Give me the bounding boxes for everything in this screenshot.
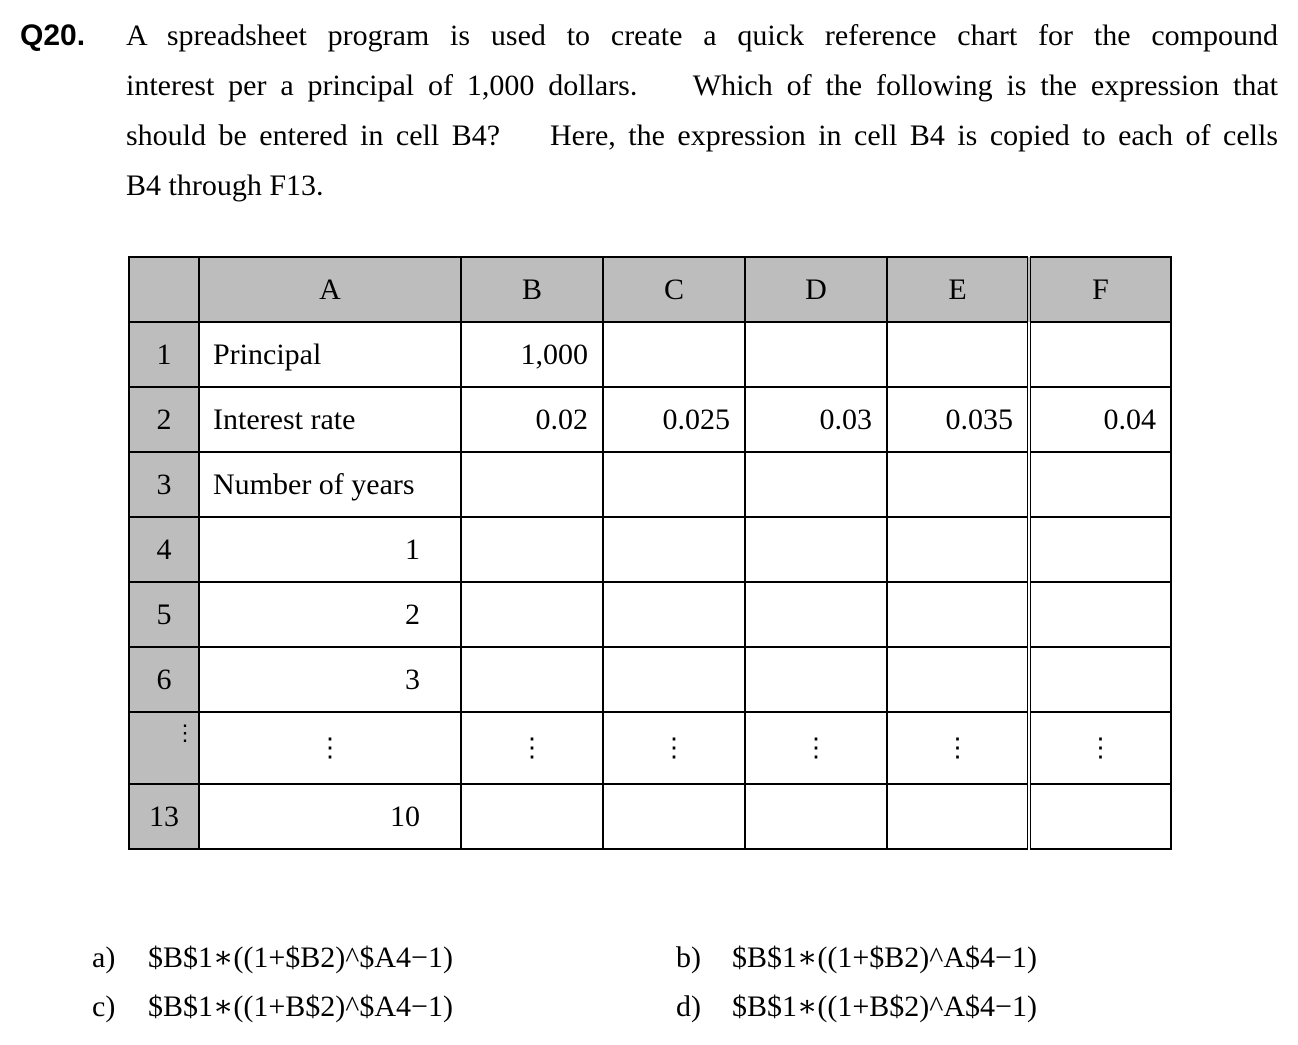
answer-option-c[interactable] — [92, 987, 453, 1027]
cell-b3 — [461, 452, 603, 517]
cell-a5: 2 — [199, 582, 461, 647]
row-number: 6 — [129, 647, 199, 712]
cell-a3: Number of years — [199, 452, 461, 517]
corner-cell — [129, 257, 199, 322]
row-number-ellipsis: ⋮ — [129, 712, 199, 784]
column-header-f: F — [1029, 257, 1171, 322]
question-line-3: should be entered in cell B4? Here, the expression in cell B4 is copied to each of cells — [126, 119, 1278, 152]
cell-e6 — [887, 647, 1029, 712]
table-row — [129, 647, 1171, 712]
table-row — [129, 322, 1171, 387]
cell-d4 — [745, 517, 887, 582]
row-number: 13 — [129, 784, 199, 849]
cell-a2: Interest rate — [199, 387, 461, 452]
cell-b13 — [461, 784, 603, 849]
answer-option-a[interactable] — [92, 938, 453, 978]
cell-d13 — [745, 784, 887, 849]
cell-b5 — [461, 582, 603, 647]
question-line-4: B4 through F13. — [126, 169, 324, 202]
column-header-row — [129, 257, 1171, 322]
cell-f5 — [1029, 582, 1171, 647]
option-expression: $B$1∗((1+B$2)^$A4−1) — [148, 990, 453, 1023]
option-letter: c) — [92, 990, 116, 1023]
cell-b4 — [461, 517, 603, 582]
question-line-2: interest per a principal of 1,000 dollars. Which of the following is the expression that — [126, 69, 1278, 102]
cell-d3 — [745, 452, 887, 517]
cell-d5 — [745, 582, 887, 647]
answer-option-d[interactable] — [676, 987, 1037, 1027]
cell-f6 — [1029, 647, 1171, 712]
cell-a-ellipsis: ⋮ — [199, 712, 461, 784]
cell-c2: 0.025 — [603, 387, 745, 452]
column-header-a: A — [199, 257, 461, 322]
cell-f13 — [1029, 784, 1171, 849]
cell-f2: 0.04 — [1029, 387, 1171, 452]
cell-c1 — [603, 322, 745, 387]
cell-f-ellipsis: ⋮ — [1029, 712, 1171, 784]
cell-a6: 3 — [199, 647, 461, 712]
cell-e-ellipsis: ⋮ — [887, 712, 1029, 784]
question-number: Q20. — [20, 19, 86, 52]
cell-c13 — [603, 784, 745, 849]
option-expression: $B$1∗((1+$B2)^A$4−1) — [732, 941, 1037, 974]
cell-c4 — [603, 517, 745, 582]
column-header-d: D — [745, 257, 887, 322]
cell-c6 — [603, 647, 745, 712]
cell-e3 — [887, 452, 1029, 517]
column-header-c: C — [603, 257, 745, 322]
row-number: 4 — [129, 517, 199, 582]
table-row — [129, 452, 1171, 517]
table-row-ellipsis — [129, 712, 1171, 784]
cell-c5 — [603, 582, 745, 647]
cell-e13 — [887, 784, 1029, 849]
cell-f4 — [1029, 517, 1171, 582]
cell-e2: 0.035 — [887, 387, 1029, 452]
cell-b1: 1,000 — [461, 322, 603, 387]
option-letter: a) — [92, 941, 116, 974]
cell-f3 — [1029, 452, 1171, 517]
spreadsheet-table — [128, 256, 1172, 850]
table-row — [129, 387, 1171, 452]
cell-b6 — [461, 647, 603, 712]
answer-option-b[interactable] — [676, 938, 1037, 978]
option-expression: $B$1∗((1+$B2)^$A4−1) — [148, 941, 453, 974]
cell-e5 — [887, 582, 1029, 647]
row-number: 1 — [129, 322, 199, 387]
cell-e4 — [887, 517, 1029, 582]
question-line-1: A spreadsheet program is used to create a quick reference chart for the compound — [126, 19, 1278, 52]
cell-f1 — [1029, 322, 1171, 387]
cell-a13: 10 — [199, 784, 461, 849]
column-header-e: E — [887, 257, 1029, 322]
table-row — [129, 582, 1171, 647]
cell-c-ellipsis: ⋮ — [603, 712, 745, 784]
cell-d1 — [745, 322, 887, 387]
cell-d2: 0.03 — [745, 387, 887, 452]
cell-b2: 0.02 — [461, 387, 603, 452]
cell-d6 — [745, 647, 887, 712]
option-letter: d) — [676, 990, 701, 1023]
option-expression: $B$1∗((1+B$2)^A$4−1) — [732, 990, 1037, 1023]
table-row — [129, 517, 1171, 582]
row-number: 3 — [129, 452, 199, 517]
column-header-b: B — [461, 257, 603, 322]
cell-e1 — [887, 322, 1029, 387]
cell-d-ellipsis: ⋮ — [745, 712, 887, 784]
cell-a4: 1 — [199, 517, 461, 582]
row-number: 5 — [129, 582, 199, 647]
cell-b-ellipsis: ⋮ — [461, 712, 603, 784]
cell-a1: Principal — [199, 322, 461, 387]
option-letter: b) — [676, 941, 701, 974]
cell-c3 — [603, 452, 745, 517]
row-number: 2 — [129, 387, 199, 452]
table-row — [129, 784, 1171, 849]
